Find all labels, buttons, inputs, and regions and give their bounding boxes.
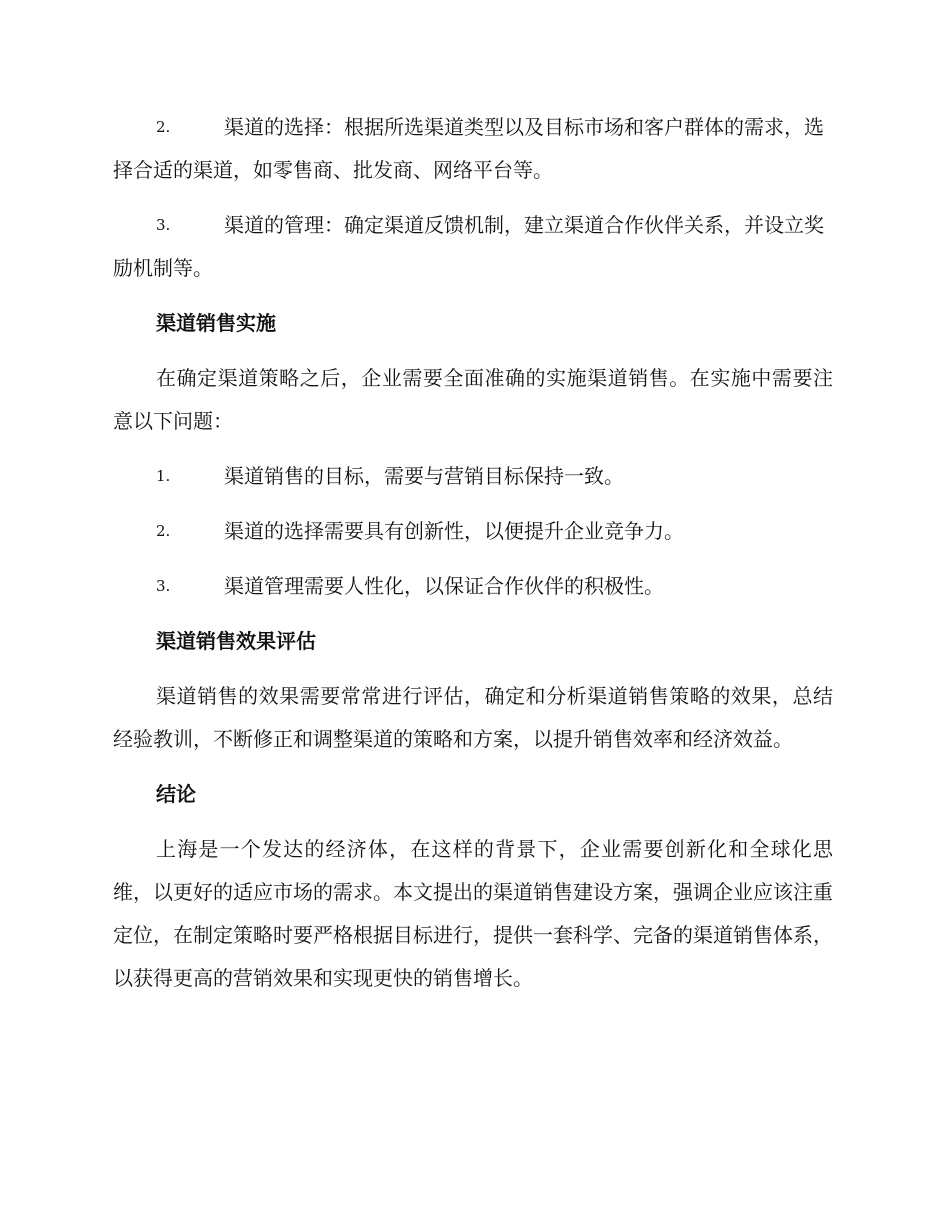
- strategy-list-item-2: [113, 106, 833, 192]
- implementation-list-item-3: [113, 565, 833, 608]
- implementation-intro-paragraph: 在确定渠道策略之后，企业需要全面准确的实施渠道销售。在实施中需要注意以下问题：: [113, 366, 833, 433]
- list-text: 渠道的管理：确定渠道反馈机制，建立渠道合作伙伴关系，并设立奖励机制等。: [113, 213, 824, 280]
- list-number: 2.: [156, 118, 171, 136]
- conclusion-paragraph: 上海是一个发达的经济体，在这样的背景下，企业需要创新化和全球化思维，以更好的适应市场的需求。本文提出的渠道销售建设方案，强调企业应该注重定位，在制定策略时要严格根据目标进行，提供一套科学、完备的渠道销售体系，以获得更高的营销效果和实现更快的销售增长。: [113, 837, 833, 990]
- list-text: 渠道的选择：根据所选渠道类型以及目标市场和客户群体的需求，选择合适的渠道，如零售商、批发商、网络平台等。: [113, 115, 824, 182]
- list-text: 渠道销售的目标，需要与营销目标保持一致。: [224, 464, 624, 488]
- list-number: 1.: [156, 467, 171, 485]
- list-number: 2.: [156, 522, 171, 540]
- strategy-list-item-3: [113, 204, 833, 290]
- list-text: 渠道管理需要人性化，以保证合作伙伴的积极性。: [224, 574, 664, 598]
- section-heading-evaluation: 渠道销售效果评估: [156, 629, 316, 653]
- section-heading-conclusion: 结论: [156, 782, 196, 806]
- list-number: 3.: [156, 577, 171, 595]
- evaluation-paragraph: 渠道销售的效果需要常常进行评估，确定和分析渠道销售策略的效果，总结经验教训，不断修正和调整渠道的策略和方案，以提升销售效率和经济效益。: [113, 684, 833, 751]
- implementation-list-item-2: [113, 510, 833, 553]
- list-text: 渠道的选择需要具有创新性，以便提升企业竞争力。: [224, 519, 684, 543]
- implementation-list-item-1: [113, 455, 833, 498]
- document-body: [113, 106, 833, 1012]
- list-number: 3.: [156, 216, 171, 234]
- section-heading-implementation: 渠道销售实施: [156, 311, 276, 335]
